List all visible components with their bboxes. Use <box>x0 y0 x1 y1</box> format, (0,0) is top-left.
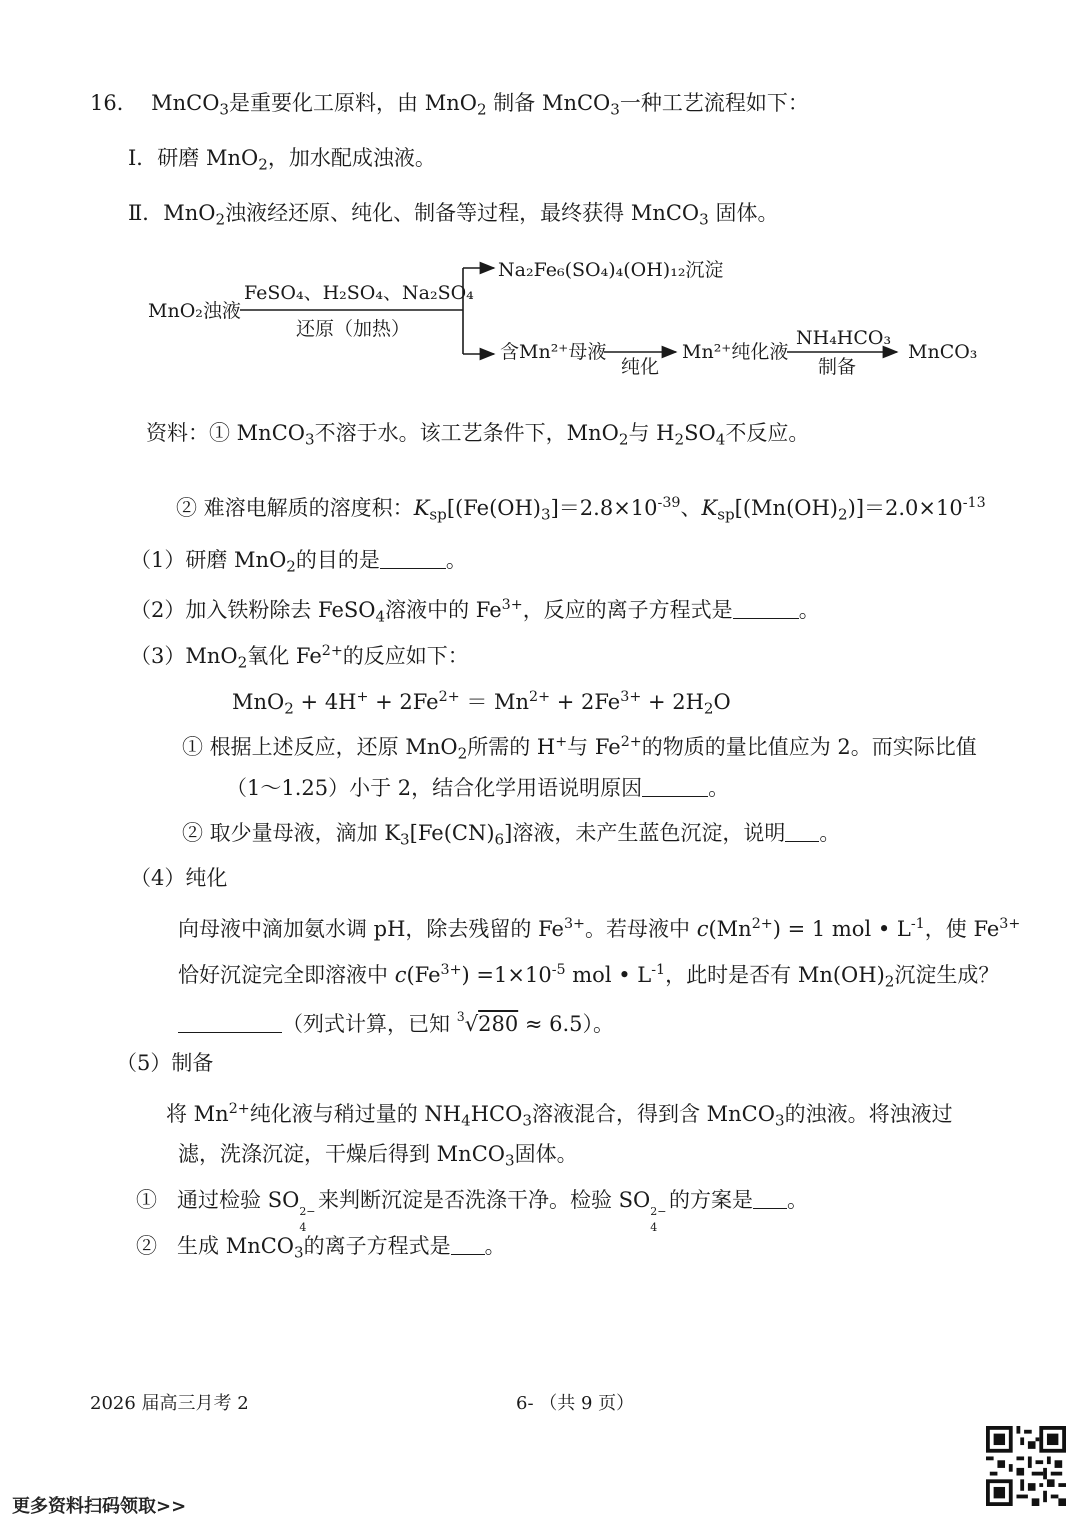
footer-exam-name: 2026 届高三月考 2 <box>90 1393 249 1414</box>
flow-mother-liquor: 含Mn²⁺母液 <box>500 341 607 363</box>
step-2: Ⅱ．MnO$_2$浊液经还原、纯化、制备等过程，最终获得 MnCO$_3$ 固体。 <box>128 201 779 229</box>
question-5-heading: （5）制备 <box>116 1051 214 1075</box>
answer-blank-3-1[interactable] <box>642 776 708 797</box>
more-resources-link[interactable]: 更多资料扫码领取>> <box>12 1496 187 1517</box>
question-3: （3）MnO$_2$氧化 $Fe^{2+}$的反应如下： <box>130 643 469 672</box>
flow-reagents: FeSO₄、H₂SO₄、Na₂SO₄ <box>244 282 474 304</box>
footer-page-number: 6- （共 9 页） <box>516 1393 635 1414</box>
question-5-part-2: ② 生成 MnCO$_3$的离子方程式是 。 <box>136 1234 506 1262</box>
question-5-line-1: 将 $Mn^{2+}$纯化液与稍过量的 $NH_4HCO_3$溶液混合，得到含 MnCO$_3$的浊液。将浊液过 <box>166 1101 953 1130</box>
flow-precipitate: Na₂Fe₆(SO₄)₄(OH)₁₂沉淀 <box>498 259 724 281</box>
question-title: 16． MnCO$_3$是重要化工原料，由 MnO$_2$ 制备 MnCO$_3$一种工艺流程如下： <box>90 91 809 119</box>
answer-blank-2[interactable] <box>733 598 799 619</box>
question-3-part-1: ① 根据上述反应，还原 MnO$_2$所需的 H+与 $Fe^{2+}$的物质的量比值应为 2。而实际比值 <box>182 734 977 763</box>
flow-reagent-nh4hco3: NH₄HCO₃ <box>796 327 892 349</box>
question-4-line-1: 向母液中滴加氨水调 pH，除去残留的 $Fe^{3+}$。若母液中 $c(Mn^{2+}) = 1$ mol • $L^{-1}$，使 $Fe^{3+}$ <box>178 916 1021 941</box>
question-3-part-1-cont: （1～1.25）小于 2，结合化学用语说明原因 。 <box>226 776 730 800</box>
question-4-heading: （4）纯化 <box>130 866 228 890</box>
question-1: （1）研磨 MnO$_2$的目的是 。 <box>130 548 467 576</box>
process-flow-diagram <box>0 240 1080 390</box>
question-4-line-2: 恰好沉淀完全即溶液中 $c(Fe^{3+}) =1\times 10^{-5}$ mol • $L^{-1}$，此时是否有 $Mn(OH)_2$沉淀生成？ <box>178 962 1000 991</box>
answer-blank-3-2[interactable] <box>785 821 819 842</box>
answer-blank-4[interactable] <box>178 1012 282 1033</box>
flow-condition-purify: 纯化 <box>621 356 660 378</box>
flow-condition-prepare: 制备 <box>818 356 857 378</box>
answer-blank-5-2[interactable] <box>451 1234 485 1255</box>
flow-condition-reduction: 还原（加热） <box>296 318 411 340</box>
info-item-1: 资料：① MnCO$_3$不溶于水。该工艺条件下，MnO$_2$与 $H_2SO_4$不反应。 <box>146 421 810 449</box>
flow-start: MnO₂浊液 <box>148 300 241 322</box>
answer-blank-5-1[interactable] <box>753 1188 787 1209</box>
question-5-part-1: ① 通过检验 SO 2− 4 来判断沉淀是否洗涤干净。检验 SO 2− 4 的方案是 。 <box>136 1188 808 1234</box>
question-2: （2）加入铁粉除去 FeSO$_4$溶液中的 $Fe^{3+}$，反应的离子方程式是 。 <box>130 597 820 626</box>
question-5-line-2: 滤，洗涤沉淀，干燥后得到 MnCO$_3$固体。 <box>178 1142 578 1170</box>
qr-code-icon[interactable] <box>986 1426 1066 1506</box>
answer-blank-1[interactable] <box>380 548 446 569</box>
question-4-line-3: （列式计算，已知 $^3$√280 ≈ 6.5）。 <box>178 1002 614 1039</box>
flow-product: MnCO₃ <box>908 341 978 363</box>
question-3-part-2: ② 取少量母液，滴加 $K_3[Fe(CN)_6]$溶液，未产生蓝色沉淀，说明 。 <box>182 821 841 849</box>
info-item-2: ② 难溶电解质的溶度积：$K_{sp}[(Fe(OH)_3]=2.8\times 10^{-39}$、$K_{sp}[(Mn(OH)_2)]=2.0\times 10^{-13}$ <box>176 495 986 524</box>
flow-purified: Mn²⁺纯化液 <box>682 341 789 363</box>
redox-equation: $MnO_2 + 4H^+ + 2Fe^{2+} = Mn^{2+} + 2Fe^{3+} + 2H_2O$ <box>232 689 731 718</box>
step-1: Ⅰ．研磨 MnO$_2$，加水配成浊液。 <box>128 146 436 174</box>
